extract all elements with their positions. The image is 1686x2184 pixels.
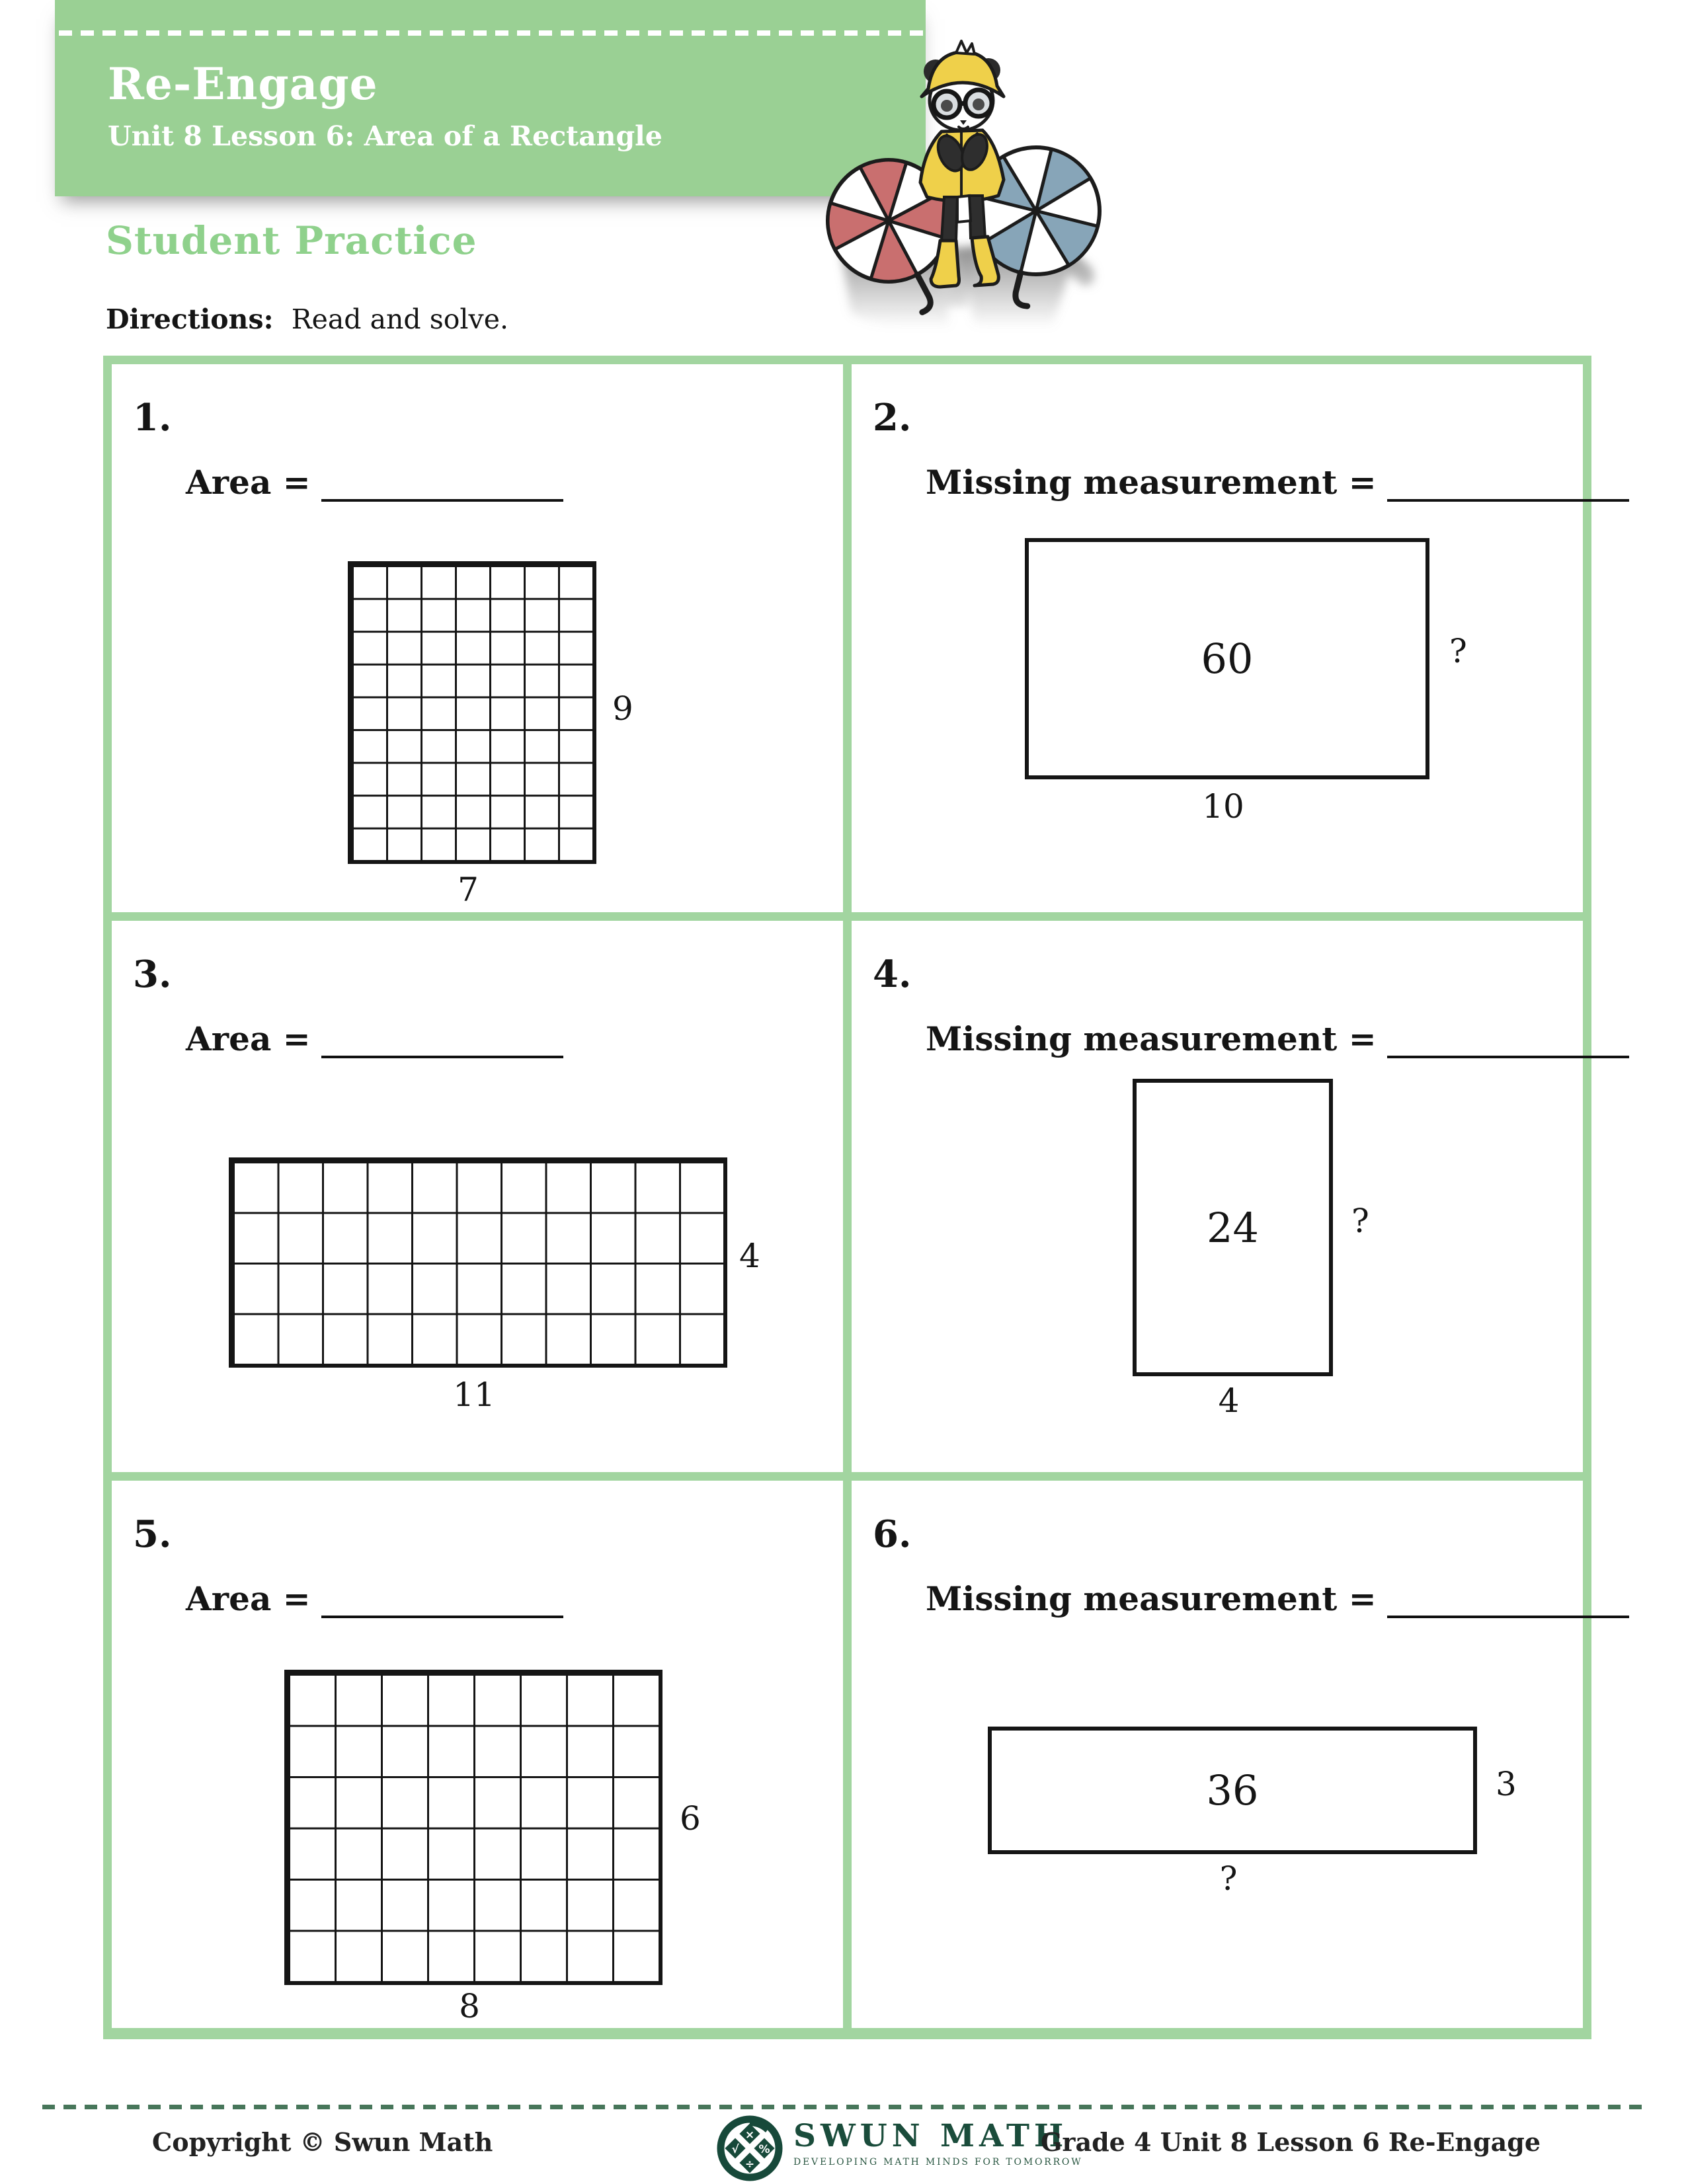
bottom-label: 10 <box>1202 787 1244 826</box>
unit-grid-11x4 <box>229 1157 727 1368</box>
banner-dashed-line <box>59 30 923 36</box>
problem-prompt <box>186 462 563 502</box>
problem-number: 3. <box>133 953 172 996</box>
answer-blank <box>321 462 563 502</box>
problem-prompt <box>926 1579 1629 1618</box>
prompt-label: Area = <box>186 463 311 502</box>
footer-dashed-line <box>42 2105 1644 2109</box>
prompt-label: Missing measurement = <box>926 463 1377 502</box>
height-label: 4 <box>739 1237 760 1275</box>
problem-number: 5. <box>133 1512 172 1556</box>
svg-text:%: % <box>758 2143 770 2156</box>
area-rectangle <box>1133 1079 1333 1376</box>
problem-1-cell <box>112 364 843 912</box>
page-title: Re-Engage <box>108 58 378 110</box>
width-label: 11 <box>453 1376 495 1414</box>
problem-prompt <box>926 462 1629 502</box>
problem-4-cell <box>852 921 1583 1472</box>
prompt-label: Missing measurement = <box>926 1579 1377 1618</box>
area-rectangle <box>988 1727 1477 1854</box>
area-value: 36 <box>1206 1766 1259 1814</box>
bottom-label: ? <box>1219 1859 1238 1898</box>
logo-title: SWUN MATH <box>793 2118 1068 2154</box>
footer-copyright: Copyright © Swun Math <box>152 2127 493 2157</box>
answer-blank <box>321 1019 563 1058</box>
logo-text-block <box>793 2118 1082 2167</box>
problem-prompt <box>926 1019 1629 1058</box>
section-title: Student Practice <box>106 218 477 263</box>
svg-text:√: √ <box>731 2143 739 2156</box>
answer-blank <box>1387 1019 1629 1058</box>
problem-3-cell <box>112 921 843 1472</box>
header-banner <box>55 0 926 196</box>
logo-tagline: DEVELOPING MATH MINDS FOR TOMORROW <box>793 2157 1083 2167</box>
area-rectangle <box>1025 538 1429 779</box>
problem-2-cell <box>852 364 1583 912</box>
answer-blank <box>321 1579 563 1618</box>
width-label: 7 <box>458 871 479 909</box>
problem-number: 1. <box>133 396 172 440</box>
unit-grid-8x6 <box>284 1670 662 1985</box>
swun-math-logo <box>715 2113 1082 2184</box>
svg-text:÷: ÷ <box>744 2158 755 2171</box>
side-label: ? <box>1449 632 1467 670</box>
problem-number: 6. <box>873 1512 912 1556</box>
answer-blank <box>1387 462 1629 502</box>
area-value: 60 <box>1201 635 1254 683</box>
directions-label: Directions: <box>106 303 274 335</box>
height-label: 6 <box>680 1799 701 1838</box>
problem-prompt <box>186 1019 563 1058</box>
directions-text: Read and solve. <box>291 303 508 335</box>
unit-grid-7x9 <box>348 561 596 864</box>
area-value: 24 <box>1207 1203 1259 1252</box>
svg-text:×: × <box>744 2128 755 2142</box>
problem-number: 4. <box>873 953 912 996</box>
footer-page-reference: Grade 4 Unit 8 Lesson 6 Re-Engage <box>1040 2127 1541 2157</box>
answer-blank <box>1387 1579 1629 1618</box>
prompt-label: Area = <box>186 1579 311 1618</box>
directions-line <box>106 303 508 335</box>
height-label: 9 <box>612 689 633 728</box>
prompt-label: Missing measurement = <box>926 1019 1377 1058</box>
lesson-subtitle: Unit 8 Lesson 6: Area of a Rectangle <box>108 120 662 152</box>
side-label: ? <box>1351 1202 1369 1240</box>
swun-math-emblem-icon <box>715 2113 784 2184</box>
panda-mascot-illustration <box>815 22 1109 333</box>
problem-6-cell <box>852 1481 1583 2028</box>
problem-prompt <box>186 1579 563 1618</box>
problem-number: 2. <box>873 396 912 440</box>
side-label: 3 <box>1496 1765 1517 1803</box>
width-label: 8 <box>459 1987 480 2025</box>
problems-grid <box>103 356 1591 2039</box>
bottom-label: 4 <box>1218 1382 1240 1420</box>
prompt-label: Area = <box>186 1019 311 1058</box>
problem-5-cell <box>112 1481 843 2028</box>
